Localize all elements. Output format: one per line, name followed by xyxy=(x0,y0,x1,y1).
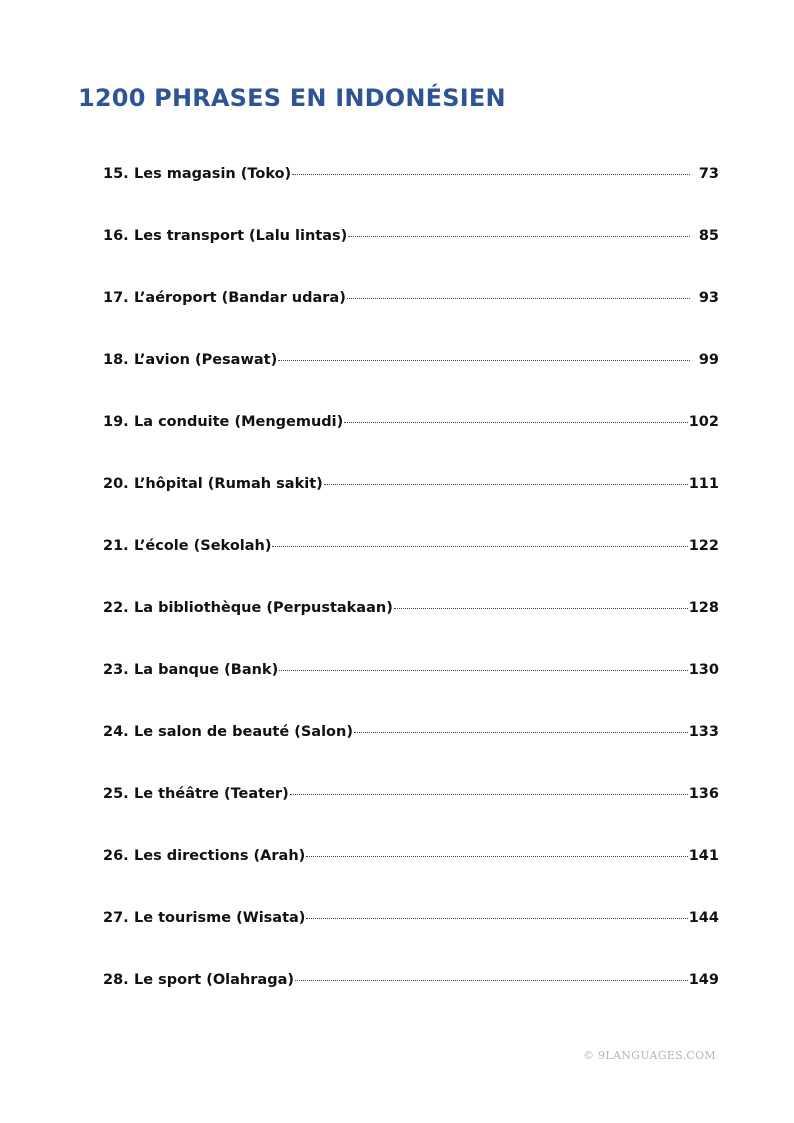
dot-leader xyxy=(278,359,690,361)
toc-entry[interactable] xyxy=(103,536,719,598)
toc-entry-number: 26. xyxy=(103,848,129,864)
toc-entry-page: 111 xyxy=(688,476,719,492)
toc-entry[interactable] xyxy=(103,350,719,412)
toc-entry-label: La bibliothèque (Perpustakaan) xyxy=(134,600,393,616)
toc-entry[interactable] xyxy=(103,660,719,722)
dot-leader xyxy=(295,979,688,981)
toc-entry[interactable] xyxy=(103,970,719,1032)
toc-entry-page: 141 xyxy=(688,848,719,864)
toc-entry-number: 24. xyxy=(103,724,129,740)
toc-entry-number: 23. xyxy=(103,662,129,678)
toc-entry-number: 21. xyxy=(103,538,129,554)
toc-entry-label: L’aéroport (Bandar udara) xyxy=(134,290,346,306)
toc-entry[interactable] xyxy=(103,908,719,970)
toc-entry-page: 133 xyxy=(688,724,719,740)
toc-entry-page: 102 xyxy=(688,414,719,430)
toc-entry-page: 73 xyxy=(698,166,719,182)
dot-leader xyxy=(290,793,688,795)
dot-leader xyxy=(347,297,690,299)
toc-entry[interactable] xyxy=(103,784,719,846)
table-of-contents xyxy=(103,164,719,1032)
toc-entry[interactable] xyxy=(103,226,719,288)
toc-entry-page: 149 xyxy=(688,972,719,988)
dot-leader xyxy=(344,421,687,423)
toc-entry-number: 15. xyxy=(103,166,129,182)
toc-entry-number: 16. xyxy=(103,228,129,244)
dot-leader xyxy=(394,607,688,609)
toc-entry-label: Le sport (Olahraga) xyxy=(134,972,294,988)
dot-leader xyxy=(306,855,687,857)
dot-leader xyxy=(354,731,688,733)
toc-entry[interactable] xyxy=(103,846,719,908)
toc-entry[interactable] xyxy=(103,288,719,350)
toc-entry-label: L’avion (Pesawat) xyxy=(134,352,278,368)
toc-entry-label: L’école (Sekolah) xyxy=(134,538,272,554)
toc-entry-label: Le salon de beauté (Salon) xyxy=(134,724,353,740)
toc-entry[interactable] xyxy=(103,474,719,536)
toc-entry-number: 22. xyxy=(103,600,129,616)
toc-entry-page: 144 xyxy=(688,910,719,926)
toc-entry-label: Le tourisme (Wisata) xyxy=(134,910,306,926)
toc-entry-label: Les magasin (Toko) xyxy=(134,166,292,182)
dot-leader xyxy=(348,235,690,237)
toc-entry[interactable] xyxy=(103,598,719,660)
toc-entry-number: 17. xyxy=(103,290,129,306)
toc-entry-label: L’hôpital (Rumah sakit) xyxy=(134,476,323,492)
dot-leader xyxy=(272,545,687,547)
toc-entry-page: 99 xyxy=(698,352,719,368)
toc-entry-number: 28. xyxy=(103,972,129,988)
toc-entry[interactable] xyxy=(103,164,719,226)
dot-leader xyxy=(306,917,687,919)
toc-entry-page: 128 xyxy=(688,600,719,616)
page-title: 1200 PHRASES EN INDONÉSIEN xyxy=(78,84,506,112)
toc-entry-label: Les directions (Arah) xyxy=(134,848,306,864)
toc-entry-page: 130 xyxy=(688,662,719,678)
toc-entry-page: 136 xyxy=(688,786,719,802)
dot-leader xyxy=(324,483,688,485)
toc-entry-number: 27. xyxy=(103,910,129,926)
dot-leader xyxy=(279,669,688,671)
toc-entry-number: 25. xyxy=(103,786,129,802)
toc-entry[interactable] xyxy=(103,722,719,784)
footer-watermark: © 9LANGUAGES.COM xyxy=(583,1049,716,1062)
toc-entry-label: La conduite (Mengemudi) xyxy=(134,414,344,430)
toc-entry-label: Le théâtre (Teater) xyxy=(134,786,289,802)
toc-entry[interactable] xyxy=(103,412,719,474)
toc-entry-number: 18. xyxy=(103,352,129,368)
toc-entry-page: 93 xyxy=(698,290,719,306)
toc-entry-number: 20. xyxy=(103,476,129,492)
toc-entry-label: La banque (Bank) xyxy=(134,662,279,678)
toc-entry-number: 19. xyxy=(103,414,129,430)
toc-entry-label: Les transport (Lalu lintas) xyxy=(134,228,348,244)
toc-entry-page: 122 xyxy=(688,538,719,554)
dot-leader xyxy=(292,173,690,175)
toc-entry-page: 85 xyxy=(698,228,719,244)
